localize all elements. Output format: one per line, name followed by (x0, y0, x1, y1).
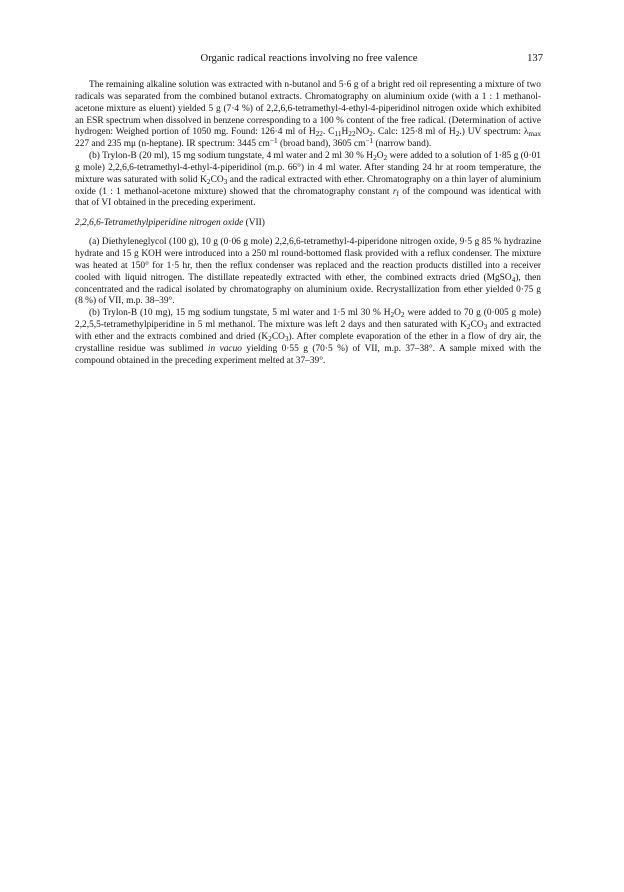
paragraph-trylon-b-piperidinol: (b) Trylon-B (20 ml), 15 mg sodium tungstate, 4 ml water and 2 ml 30 % $H_2O_2$ were added to a solution of 1·85 g (0·01 g mole) 2,2,6,6-tetramethyl-4-ethyl-4-piperidinol (m.p. 66°) in 4 ml water. After standing 24 hr at room temperature, the mixture was saturated with solid $K_2CO_3$ and the radical extracted with ether. Chromatography on a thin layer of aluminium oxide (1 : 1 methanol-acetone mixture) showed that the chromatography constant $r_f$ of the compound was identical with that of VI obtained in the preceding experiment. (75, 151, 542, 209)
page-header (75, 52, 543, 66)
paragraph-radical-separation: The remaining alkaline solution was extracted with n-butanol and 5·6 g of a bright red oil representing a mixture of two radicals was separated from the combined butanol extracts. Chromatography on aluminium oxide (with a 1 : 1 methanol-acetone mixture as eluent) yielded 5 g (7·4 %) of 2,2,6,6-tetramethyl-4-ethyl-4-piperidinol nitrogen oxide which exhibited an ESR spectrum when dissolved in benzene corresponding to a 100 % content of the free radical. (Determination of active hydrogen: Weighed portion of 1050 mg. Found: 126·4 ml of $H_{22}$. $C_{11}H_{22}NO_2$. Calc: 125·8 ml of $H_2$.) UV spectrum: $\lambda_{max}$ 227 and 235 mμ (n-heptane). IR spectrum: 3445 $cm^{-1}$ (broad band), 3605 $cm^{-1}$ (narrow band). (75, 80, 542, 150)
article-body (75, 80, 541, 367)
section-heading: 2,2,6,6-Tetramethylpiperidine nitrogen oxide (VII) (75, 218, 265, 229)
paragraph-trylon-b-piperidine: (b) Trylon-B (10 mg), 15 mg sodium tungstate, 5 ml water and 1·5 ml 30 % $H_2O_2$ were added to 70 g (0·005 g mole) 2,2,5,5-tetramethylpiperidine in 5 ml methanol. The mixture was left 2 days and then saturated with $K_2CO_3$ and extracted with ether and the extracts combined and dried $(K_2CO_3)$. After complete evaporation of the ether in a flow of dry air, the crystalline residue was sublimed in vacuo yielding 0·55 g (70·5 %) of VII, m.p. 37–38°. A sample mixed with the compound obtained in the preceding experiment melted at 37–39°. (75, 308, 542, 366)
paragraph-diethyleneglycol-method: (a) Diethyleneglycol (100 g), 10 g (0·06 g mole) 2,2,6,6-tetramethyl-4-piperidone nitrogen oxide, 9·5 g 85 % hydrazine hydrate and 15 g KOH were introduced into a 250 ml round-bottomed flask provided with a reflux condenser. The mixture was heated at 150° for 1·5 hr, then the reflux condenser was replaced and the reaction products distilled into a receiver cooled with liquid nitrogen. The distillate repeatedly extracted with ether, the combined extracts dried (MgSO$_4$), then concentrated and the radical isolated by chromatography on aluminium oxide. Recrystallization from ether yielded 0·75 g (8 %) of VII, m.p. 38–39°. (75, 237, 541, 307)
page-number: 137 (527, 53, 543, 64)
running-title: Organic radical reactions involving no free valence (200, 53, 418, 64)
